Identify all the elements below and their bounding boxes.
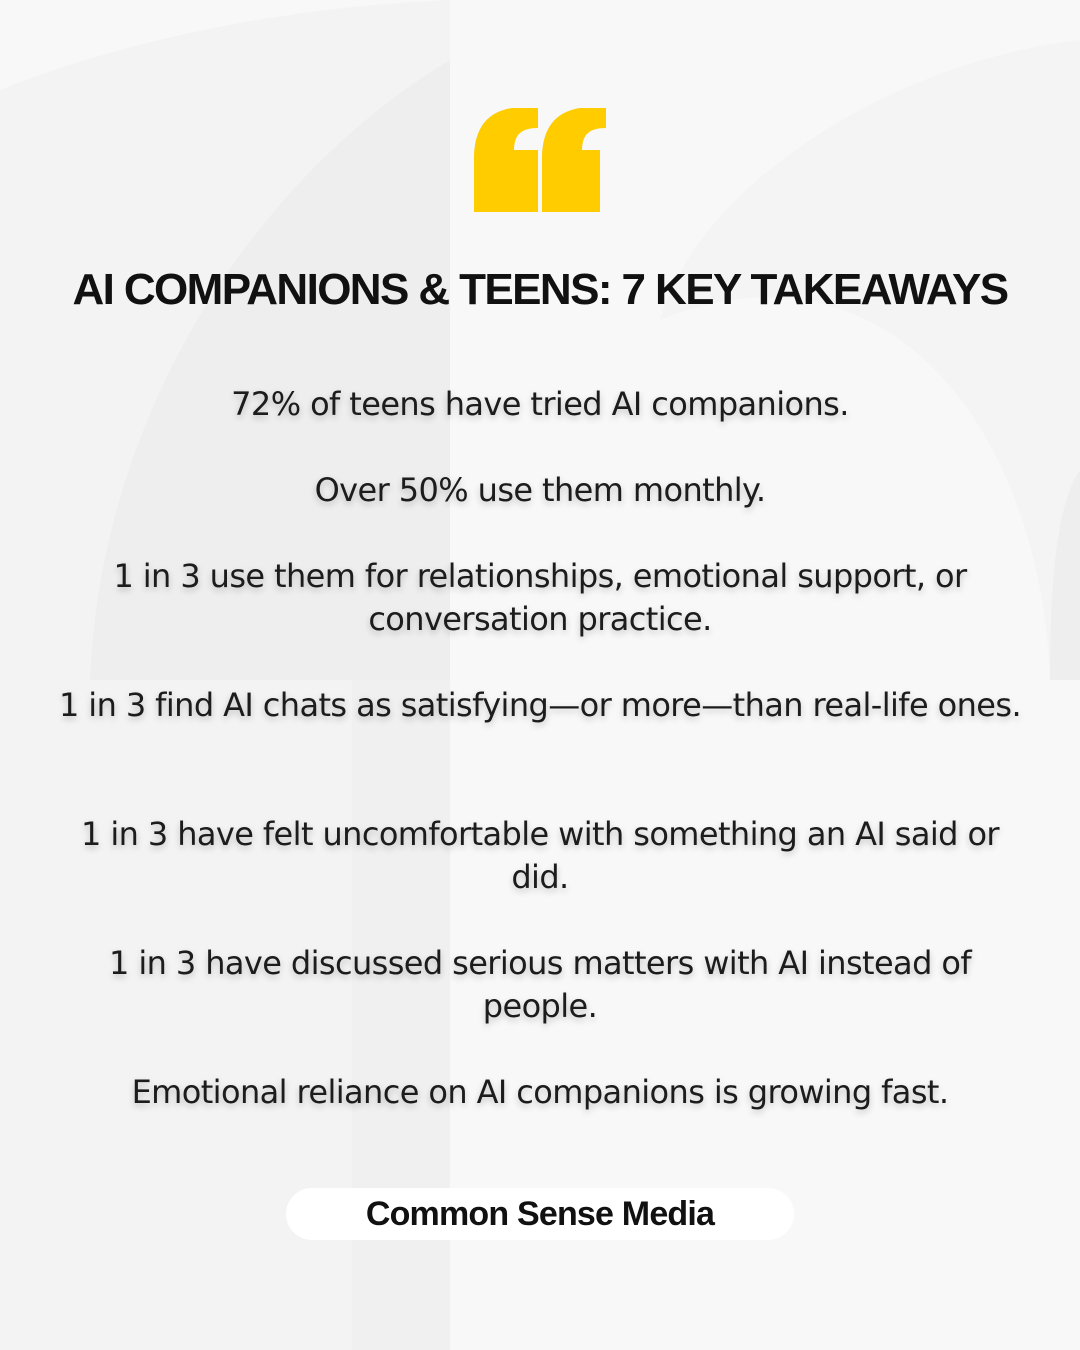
takeaway-2: Over 50% use them monthly. [314,471,766,509]
page-title: AI COMPANIONS & TEENS: 7 KEY TAKEAWAYS [72,265,1008,314]
takeaway-1: 72% of teens have tried AI companions. [231,385,849,423]
takeaway-7: Emotional reliance on AI companions is growing fast. [131,1073,949,1111]
source-label: Common Sense Media [365,1194,715,1233]
source-badge [286,1188,794,1240]
takeaway-6: 1 in 3 have discussed serious matters with AI instead of people. [108,944,971,1025]
takeaway-3: 1 in 3 use them for relationships, emotional support, or conversation practice. [113,557,967,638]
takeaway-4: 1 in 3 find AI chats as satisfying—or more—than real-life ones. [58,686,1022,724]
takeaway-5: 1 in 3 have felt uncomfortable with something an AI said or did. [81,815,999,896]
